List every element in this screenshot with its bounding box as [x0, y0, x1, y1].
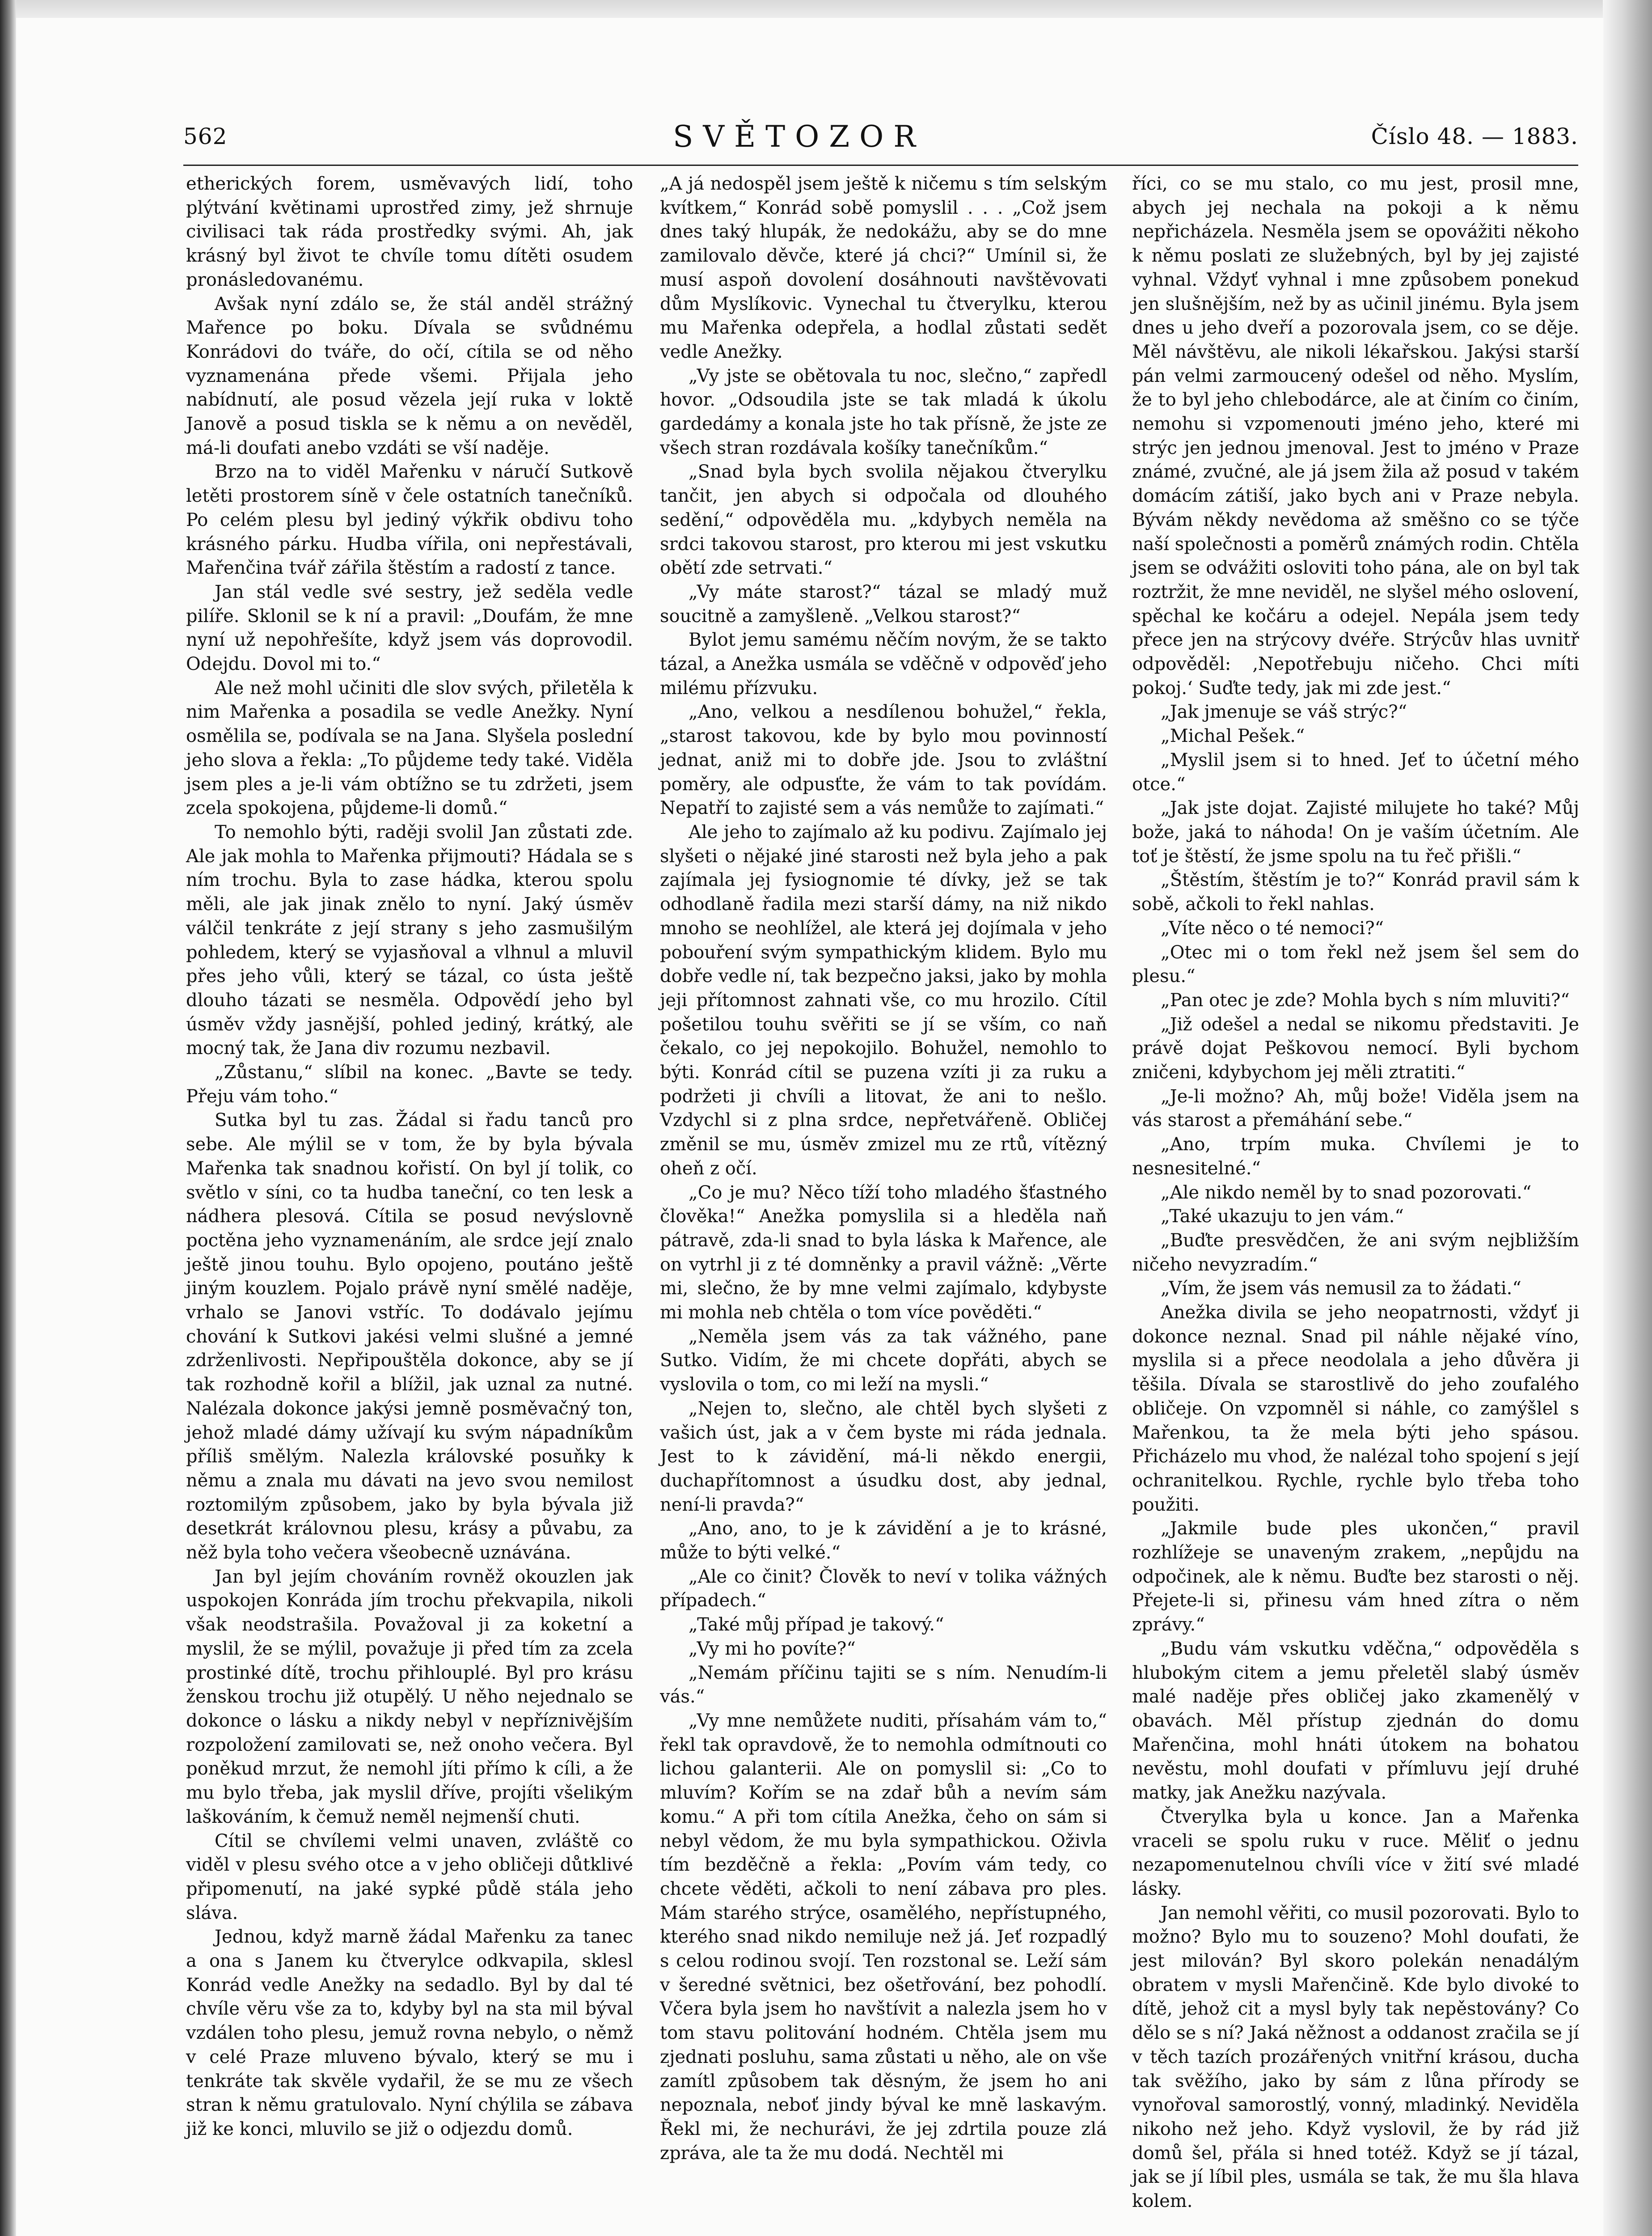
text-column-3: [1132, 172, 1579, 2214]
paragraph: „Otec mi o tom řekl než jsem šel sem do plesu.“: [1132, 942, 1579, 987]
paragraph: „Ale nikdo neměl by to snad pozorovati.“: [1161, 1182, 1532, 1203]
paragraph: „Vy jste se obětovala tu noc, slečno,“ zapředl hovor. „Odsoudila jste se tak mladá k úkolu gardedámy a konala jste ho tak přísně, že jste ze všech stran rozdávala košíky tanečníkům.“: [660, 365, 1107, 458]
issue-number: Číslo 48. — 1883.: [1371, 123, 1578, 149]
page-number: 562: [183, 123, 228, 149]
paragraph: „Pan otec je zde? Mohla bych s ním mluviti?“: [1161, 990, 1570, 1011]
paragraph: „Vy mne nemůžete nuditi, přísahám vám to,“ řekl tak opravdově, že to nemohla odmítnouti co lichou galanterii. Ale on pomyslil si: „Co to mluvím? Kořím se na zdař bůh a nevím sám komu.“ A při tom cítila Anežka, čeho on sám si nebyl vědom, že mu byla sympathickou. Oživla tím bezděčně a řekla: „Povím vám tedy, co chcete věděti, ačkoli to není zábava pro ples. Mám starého strýce, osamělého, nepřístupného, kterého snad nikdo nemiluje než já. Jeť rozpadlý s celou rodinou svojí. Ten rozstonal se. Leží sám v šeredné světnici, bez ošetřování, bez pohodlí. Včera byla jsem ho navštívit a nalezla jsem ho v tom stavu politování hodném. Chtěla jsem mu zjednati posluhu, sama zůstati u něho, ale on vše zamítl způsobem tak děsným, že jsem ho ani nepoznala, neboť jindy býval ke mně laskavým. Řekl mi, že nechurávi, že jej zdrtila pouze zlá zpráva, ale ta že mu dodá. Nechtěl mi: [660, 1711, 1107, 2164]
paragraph: Jan nemohl věřiti, co musil pozorovati. Bylo to možno? Bylo mu to souzeno? Mohl doufati, že jest milován? Byl skoro polekán nenadálým obratem v mysli Mařenčině. Kde bylo divoké to dítě, jehož cit a mysl byly tak nepěstovány? Co dělo se s ní? Jaká něžnost a oddanost zračila se jí v těch tazích prozářených vnitřní krásou, ducha tak svěžího, jako by sám z lůna přírody se vynořoval samorostlý, vonný, mladinký. Neviděla nikoho než jeho. Když vyslovil, že by rád již domů šel, přála si hned totéž. Když se jí tázal, jak se jí líbil ples, usmála se tak, že mu šla hlava kolem.: [1132, 1902, 1579, 2212]
paragraph: „Již odešel a nedal se nikomu představiti. Je právě dojat Peškovou nemocí. Byli bychom zničeni, kdybychom jej měli ztratiti.“: [1132, 1014, 1579, 1083]
paragraph: „Zůstanu,“ slíbil na konec. „Bavte se tedy. Přeju vám toho.“: [186, 1062, 633, 1107]
paragraph: Brzo na to viděl Mařenku v náručí Sutkově letěti prostorem síně v čele ostatních tanečníků. Po celém plesu byl jediný výkřik obdivu toho krásného párku. Hudba vířila, oni nepřestávali, Mařenčina tvář zářila štěstím a radostí z tance.: [186, 462, 633, 579]
text-column-2: [660, 172, 1107, 2165]
text-column-1: [186, 172, 633, 2142]
paragraph: „Jak jmenuje se váš strýc?“: [1161, 702, 1407, 723]
paragraph: Jan stál vedle své sestry, jež seděla vedle pilíře. Sklonil se k ní a pravil: „Doufám, že mne nyní už nepohřešíte, když jsem vás doprovodil. Odejdu. Dovol mi to.“: [186, 581, 633, 675]
paragraph: Jednou, když marně žádal Mařenku za tanec a ona s Janem ku čtverylce odkvapila, sklesl Konrád vedle Anežky na sedadlo. Byl by dal té chvíle věru vše za to, kdyby byl na sta mil býval vzdálen toho plesu, jemuž rovna nebylo, o němž v celé Praze mluveno bývalo, který se mu i tenkráte tak skvěle vydařil, že se mu ze všech stran k němu gratulovalo. Nyní chýlila se zábava již ke konci, mluvilo se již o odjezdu domů.: [186, 1927, 633, 2139]
paragraph: To nemohlo býti, raději svolil Jan zůstati zde. Ale jak mohla to Mařenka přijmouti? Hádala se s ním trochu. Byla to zase hádka, kterou spolu měli, ale jak jinak znělo to nyní. Jaký úsměv válčil tenkráte z její strany s jeho zasmušilým pohledem, který se vyjasňoval a vlhnul a mluvil přes jeho vůli, který se tázal, co ústa ještě dlouho tázati se nesměla. Odpovědí jeho byl úsměv vždy jasnější, pohled jediný, krátký, ale mocný tak, že Jana div rozumu nezbavil.: [186, 822, 633, 1059]
paragraph: „Co je mu? Něco tíží toho mladého šťastného člověka!“ Anežka pomyslila si a hleděla naň pátravě, zda-li snad to byla láska k Mařence, ale on vytrhl ji z té domněnky a pravil vážně: „Věrte mi, slečno, že by mne velmi zajímalo, kdybyste mi mohla neb chtěla o tom více pověděti.“: [660, 1182, 1107, 1323]
paragraph: „Je-li možno? Ah, můj bože! Viděla jsem na vás starost a přemáhání sebe.“: [1132, 1086, 1579, 1131]
paragraph: etherických forem, usměvavých lidí, toho plýtvání květinami uprostřed zimy, jež shrnuje civilisaci tak ráda prostředky svými. Ah, jak krásný byl život te chvíle tomu dítěti osudem pronásledovanému.: [186, 174, 633, 290]
paragraph: „Štěstím, štěstím je to?“ Konrád pravil sám k sobě, ačkoli to řekl nahlas.: [1132, 870, 1579, 915]
paragraph: Avšak nyní zdálo se, že stál anděl strážný Mařence po boku. Dívala se svůdnému Konrádovi do tváře, do očí, cítila se od něho vyznamenána přede všemi. Přijala jeho nabídnutí, ale posud vězela její ruka v loktě Janově a posud tiskla se k němu a on nevěděl, má-li doufati anebo vzdáti se vší naděje.: [186, 293, 633, 458]
paragraph: „Také ukazuju to jen vám.“: [1161, 1206, 1404, 1227]
paragraph: „Buďte presvědčen, že ani svým nejbližším ničeho nevyzradím.“: [1132, 1230, 1579, 1275]
paragraph: „Vy máte starost?“ tázal se mladý muž soucitně a zamyšleně. „Velkou starost?“: [660, 581, 1107, 627]
paragraph: Ale jeho to zajímalo až ku podivu. Zajímalo jej slyšeti o nějaké jiné starosti než byla jeho a pak zajímala jej fysiognomie té dívky, jež se tak odhodlaně řadila mezi starší dámy, na niž nikdo mnoho se neohlížel, ale která jej dojímala v jeho pobouření svým sympathickým klidem. Bylo mu dobře vedle ní, tak bezpečno jaksi, jako by mohla jeji přítomnost zahnati vše, co mu hrozilo. Cítil pošetilou touhu svěřiti se jí se vším, co naň čekalo, co jej nepokojilo. Bohužel, nemohlo to býti. Konrád cítil se puzena vzíti ji za ruku a podržeti ji chvíli a litovat, že ani to nešlo. Vzdychl si z plna srdce, nepřetvářeně. Obličej změnil se mu, úsměv zmizel mu ze rtů, vítězný oheň z očí.: [660, 822, 1107, 1179]
paragraph: „Ano, velkou a nesdílenou bohužel,“ řekla, „starost takovou, kde by bylo mou povinností jednat, aniž mi to dobře jde. Jsou to zvláštní poměry, ale odpusťte, že vám to tak povídám. Nepatří to zajisté sem a vás nemůže to zajímati.“: [660, 702, 1107, 819]
paragraph: „Jakmile bude ples ukončen,“ pravil rozhlížeje se unaveným zrakem, „nepůjdu na odpočinek, ale k němu. Buďte bez starosti o něj. Přejete-li si, přinesu vám hned zítra o něm zprávy.“: [1132, 1518, 1579, 1635]
paragraph: „Snad byla bych svolila nějakou čtverylku tančit, jen abych si odpočala od dlouhého sedění,“ odpověděla mu. „kdybych neměla na srdci takovou starost, pro kterou mi jest vskutku obětí zde setrvati.“: [660, 462, 1107, 579]
paragraph: Jan byl jejím chováním rovněž okouzlen jak uspokojen Konráda jím trochu překvapila, nikoli však neodstrašila. Považoval ji za koketní a myslil, že se mýlil, považuje ji před tím za zcela prostinké dítě, trochu přihlouplé. Byl pro krásu ženskou trochu již otupělý. U něho nejednalo se dokonce o lásku a nikdy nebyl v nepříznivějším rozpoložení zamilovati se, než onoho večera. Byl poněkud mrzut, že nemohl jíti přímo k cíli, a že mu bylo třeba, jak myslil dříve, projíti všelikým laškováním, k čemuž neměl nejmenší chuti.: [186, 1566, 633, 1827]
paragraph: „Ale co činit? Člověk to neví v tolika vážných případech.“: [660, 1566, 1107, 1611]
header-rule: [183, 165, 1578, 166]
paragraph: „Neměla jsem vás za tak vážného, pane Sutko. Vidím, že mi chcete dopřáti, abych se vyslovila o tom, co mi leží na mysli.“: [660, 1326, 1107, 1395]
paragraph: „Jak jste dojat. Zajisté milujete ho také? Můj bože, jaká to náhoda! On je vaším účetním. Ale toť je štěstí, že jsme spolu na tu řeč přišli.“: [1132, 798, 1579, 867]
paragraph: „Myslil jsem si to hned. Jeť to účetní mého otce.“: [1132, 750, 1579, 795]
paragraph: „Vy mi ho povíte?“: [689, 1638, 856, 1659]
paragraph: „Víte něco o té nemoci?“: [1161, 918, 1384, 939]
paragraph: Anežka divila se jeho neopatrnosti, vždyť ji dokonce neznal. Snad pil náhle nějaké víno, myslila si a přece neodolala a jeho důvěra ji těšila. Dívala se starostlivě do jeho zoufalého obličeje. On vzpomněl si náhle, co zamýšlel s Mařenkou, ta že mela býti jeho spásou. Přicházelo mu vhod, že nalézal toho spojení s její ochranitelkou. Rychle, rychle bylo třeba toho použiti.: [1132, 1302, 1579, 1515]
paragraph: Cítil se chvílemi velmi unaven, zvláště co viděl v plesu svého otce a v jeho obličeji důtklivé připomenutí, na jaké sypké půdě stála jeho sláva.: [186, 1830, 633, 1923]
paragraph: „Také můj případ je takový.“: [689, 1614, 944, 1635]
masthead: SVĚTOZOR: [673, 119, 925, 154]
paragraph: „A já nedospěl jsem ještě k ničemu s tím selským kvítkem,“ Konrád sobě pomyslil . . . „Což jsem dnes taký hlupák, že nedokážu, aby se do mne zamilovalo děvče, které já chci?“ Umínil si, že musí aspoň dovolení dosáhnouti navštěvovati dům Myslíkovic. Vynechal tu čtverylku, kterou mu Mařenka odepřela, a hodlal zůstati sedět vedle Anežky.: [660, 174, 1107, 362]
paragraph: „Michal Pešek.“: [1161, 726, 1305, 747]
paragraph: Bylot jemu samému něčím novým, že se takto tázal, a Anežka usmála se vděčně v odpověď jeho milému přízvuku.: [660, 630, 1107, 699]
paragraph: Ale než mohl učiniti dle slov svých, přiletěla k nim Mařenka a posadila se vedle Anežky. Nyní osmělila se, podívala se na Jana. Slyšela poslední jeho slova a řekla: „To půjdeme tedy také. Viděla jsem ples a je-li vám obtížno se tu zdržeti, jsem zcela spokojena, půjdeme-li domů.“: [186, 678, 633, 819]
paragraph: „Ano, ano, to je k závidění a je to krásné, může to býti velké.“: [660, 1518, 1107, 1563]
paragraph: Sutka byl tu zas. Žádal si řadu tanců pro sebe. Ale mýlil se v tom, že by byla bývala Mařenka tak snadnou kořistí. On byl jí tolik, co světlo v síni, co ta hudba taneční, co ten lesk a nádhera plesová. Cítila se posud nevýslovně poctěna jeho vyznamenáním, ale srdce její znalo ještě jinou touhu. Bylo opojeno, poutáno ještě jiným kouzlem. Pojalo právě nyní smělé naděje, vrhalo se Janovi vstříc. To dodávalo jejímu chování k Sutkovi jakési velmi slušné a jemné zdrženlivosti. Nepřipouštěla dokonce, aby se jí tak rozhodně kořil a blížil, jak uznal za nutné. Nalézala dokonce jakýsi jemně posměvačný ton, jehož mladé dámy užívají ku svým nápadníkům příliš smělým. Nalezla královské posuňky k němu a znala mu dávati na jevo svou nemilost roztomilým způsobem, jako by byla bývala již desetkrát královnou plesu, krásy a půvabu, za něž byla toho večera všeobecně uznávána.: [186, 1110, 633, 1563]
paragraph: „Vím, že jsem vás nemusil za to žádati.“: [1161, 1278, 1521, 1299]
paragraph: „Nejen to, slečno, ale chtěl bych slyšeti z vašich úst, jak a v čem byste mi ráda jednala. Jest to k závidění, má-li někdo energii, duchapřítomnost a úsudku dost, aby jednal, není-li pravda?“: [660, 1398, 1107, 1515]
scan-binding-shadow: [0, 0, 16, 2236]
paragraph: „Budu vám vskutku vděčna,“ odpověděla s hlubokým citem a jemu přeletěl slabý úsměv malé naděje přes obličej jako zkamenělý v obavách. Měl přístup zjednán do domu Mařenčina, mohl hnáti útokem na bohatou nevěstu, mohl doufati v přímluvu její druhé matky, jak Anežku nazývala.: [1132, 1638, 1579, 1804]
running-header: [183, 112, 1578, 161]
paragraph: říci, co se mu stalo, co mu jest, prosil mne, abych jej nechala na pokoji a k němu nepřicházela. Nesměla jsem se opovážiti někoho k němu poslati ze služebných, byl by jej zajisté vyhnal. Vždyť vyhnal i mne způsobem ponekud jen slušnějším, než by as učinil jinému. Byla jsem dnes u jeho dveří a pozorovala jsem, co se děje. Měl návštěvu, ale nikoli lékařskou. Jakýsi starší pán velmi zarmoucený odešel od něho. Myslím, že to byl jeho chlebodárce, ale at činím co činím, nemohu si vzpomenouti jméno jeho, které mi strýc jen jednou jmenoval. Jest to jméno v Praze známé, zvučné, ale já jsem žila až posud v takém domácím zátiší, jako bych ani v Praze nebyla. Bývám někdy nevědoma až směšno co se týče naší společnosti a poměrů známých rodin. Chtěla jsem se odvážiti osloviti toho pána, ale on byl tak roztržit, že mne neviděl, ne slyšel mého oslovení, spěchal ke kočáru a odejel. Nepála jsem tedy přece jen na strýcovy dvéře. Strýcův hlas uvnitř odpověděl: ‚Nepotřebuju ničeho. Chci míti pokoj.‘ Suďte tedy, jak mi zde jest.“: [1132, 174, 1579, 699]
scan-right-edge: [1603, 0, 1652, 2236]
paragraph: Čtverylka byla u konce. Jan a Mařenka vraceli se spolu ruku v ruce. Měliť o jednu nezapomenutelnou chvíli více v žití své mladé lásky.: [1132, 1806, 1579, 1899]
paragraph: „Nemám příčinu tajiti se s ním. Nenudím-li vás.“: [660, 1662, 1107, 1707]
paragraph: „Ano, trpím muka. Chvílemi je to nesnesitelné.“: [1132, 1134, 1579, 1179]
